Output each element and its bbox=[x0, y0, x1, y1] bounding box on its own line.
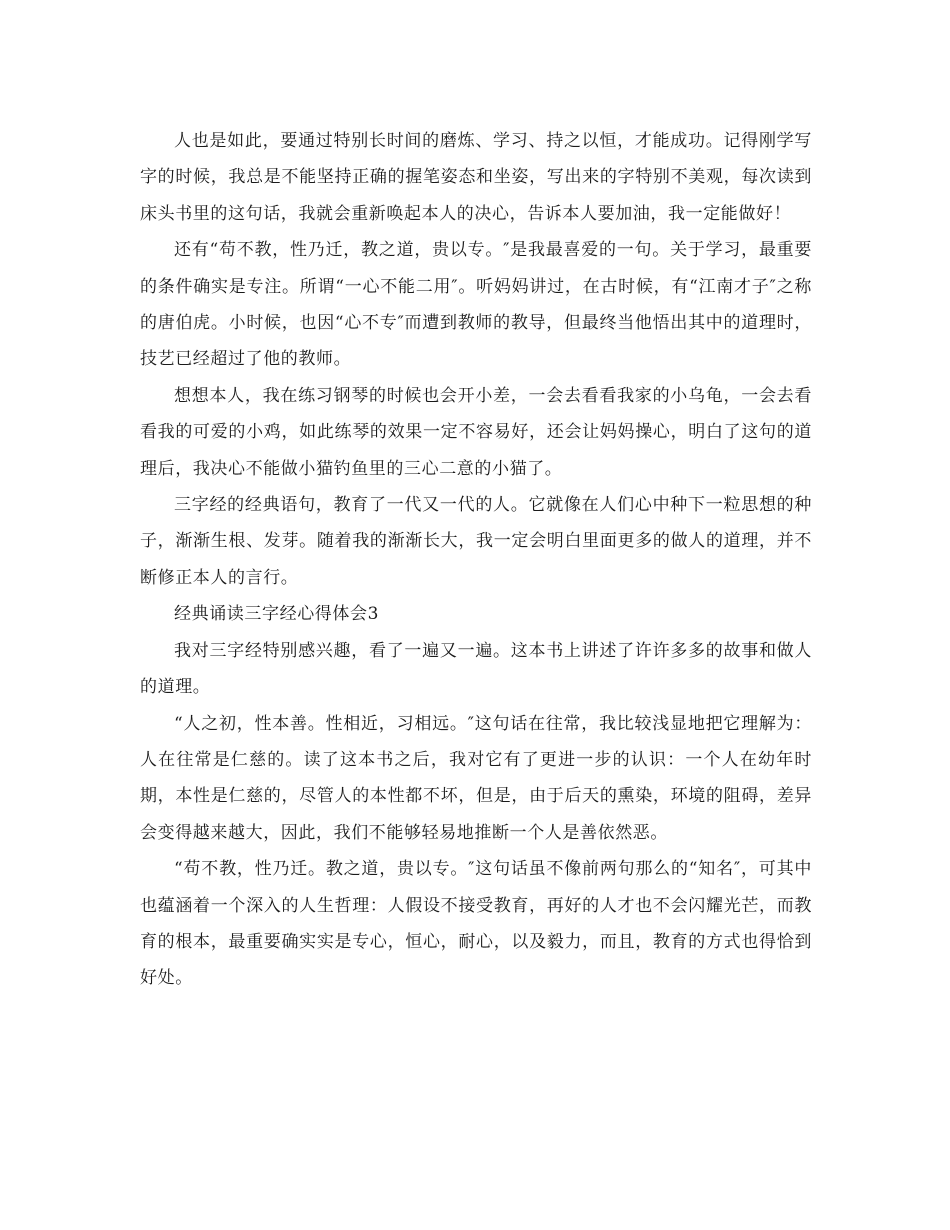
section-heading: 经典诵读三字经心得体会3 bbox=[174, 604, 380, 625]
paragraph: 想想本人，我在练习钢琴的时候也会开小差，一会去看看我家的小乌龟，一会去看看我的可爱的小鸡，如此练琴的效果一定不容易好，还会让妈妈操心，明白了这句的道理后，我决心不能做小猫钓鱼里的三心二意的小猫了。 bbox=[140, 385, 812, 479]
paragraph: 人也是如此，要通过特别长时间的磨炼、学习、持之以恒，才能成功。记得刚学写字的时候，我总是不能坚持正确的握笔姿态和坐姿，写出来的字特别不美观，每次读到床头书里的这句话，我就会重新唤起本人的决心，告诉本人要加油，我一定能做好！ bbox=[140, 131, 812, 224]
paragraph: 我对三字经特别感兴趣，看了一遍又一遍。这本书上讲述了许许多多的故事和做人的道理。 bbox=[140, 640, 812, 698]
paragraph: “苟不教，性乃迁。教之道，贵以专。″这句话虽不像前两句那么的“知名″，可其中也蕴涵着一个深入的人生哲理：人假设不接受教育，再好的人才也不会闪耀光芒，而教育的根本，最重要确实实是专心，恒心，耐心，以及毅力，而且，教育的方式也得恰到好处。 bbox=[140, 859, 812, 989]
paragraph: “人之初，性本善。性相近，习相远。″这句话在往常，我比较浅显地把它理解为：人在往常是仁慈的。读了这本书之后，我对它有了更进一步的认识：一个人在幼年时期，本性是仁慈的，尽管人的本性都不坏，但是，由于后天的熏染，环境的阻碍，差异会变得越来越大，因此，我们不能够轻易地推断一个人是善依然恶。 bbox=[140, 713, 812, 843]
document-body bbox=[140, 123, 812, 997]
paragraph: 三字经的经典语句，教育了一代又一代的人。它就像在人们心中种下一粒思想的种子，渐渐生根、发芽。随着我的渐渐长大，我一定会明白里面更多的做人的道理，并不断修正本人的言行。 bbox=[140, 495, 812, 588]
paragraph: 还有“苟不教，性乃迁，教之道，贵以专。″是我最喜爱的一句。关于学习，最重要的条件确实是专注。所谓“一心不能二用″。听妈妈讲过，在古时候，有“江南才子″之称的唐伯虎。小时候，也因“心不专″而遭到教师的教导，但最终当他悟出其中的道理时，技艺已经超过了他的教师。 bbox=[140, 240, 812, 370]
